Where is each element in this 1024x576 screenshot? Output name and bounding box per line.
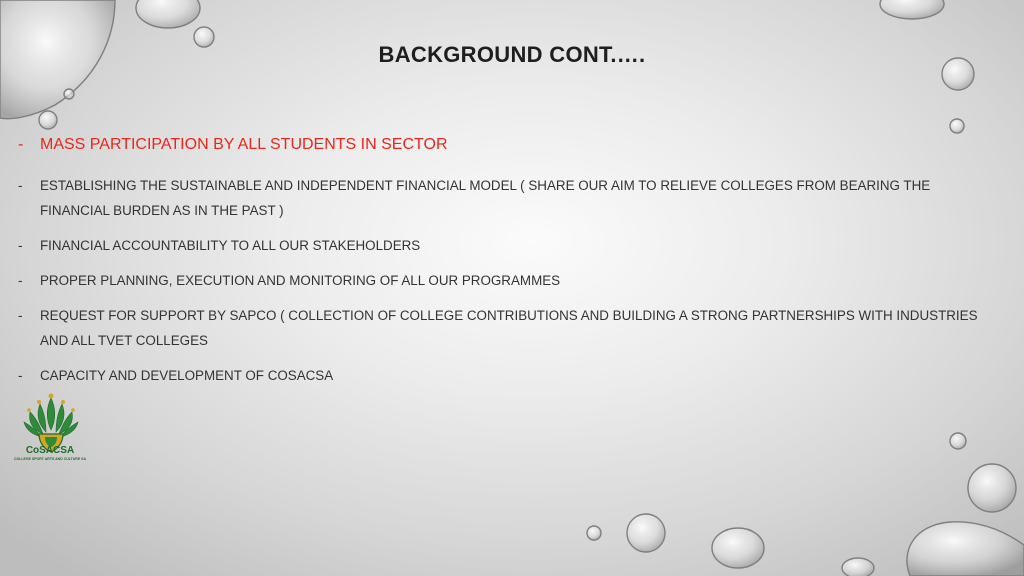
bullet-list: [18, 133, 978, 398]
droplet-bottom-right-4: [627, 514, 665, 552]
bullet-dash: -: [18, 273, 23, 288]
slide-title: BACKGROUND CONT.….: [378, 42, 646, 67]
bullet-text: REQUEST FOR SUPPORT BY SAPCO ( COLLECTION OF COLLEGE CONTRIBUTIONS AND BUILDING A STRONG PARTNERSHIPS WITH INDUSTRIES AND ALL TVET COLLEGES: [40, 308, 978, 348]
droplet-top-right-3: [950, 119, 964, 133]
droplet-top-left-4: [64, 89, 74, 99]
droplet-group-bottom-right: [587, 433, 1024, 576]
droplet-bottom-right-6: [712, 528, 764, 568]
droplet-bottom-right-1: [950, 433, 966, 449]
bullet-item: [18, 173, 978, 223]
bullet-dash: -: [18, 178, 23, 193]
bullet-text: CAPACITY AND DEVELOPMENT OF COSACSA: [40, 368, 334, 383]
droplet-top-right-1: [880, 0, 944, 19]
logo-name: CoSACSA: [25, 445, 75, 456]
droplet-bottom-right-7: [842, 558, 874, 576]
droplet-top-left-5: [39, 111, 57, 129]
bullet-dash: -: [18, 238, 23, 253]
cosacsa-logo-icon: [6, 388, 96, 468]
logo-tagline: COLLEGE SPORT ARTS AND CULTURE SA: [13, 457, 86, 461]
bullet-dash: -: [18, 136, 24, 153]
bullet-text: MASS PARTICIPATION BY ALL STUDENTS IN SECTOR: [40, 136, 448, 153]
droplet-bottom-right-5: [587, 526, 601, 540]
bullet-item: [18, 133, 978, 157]
bullet-item: [18, 233, 978, 258]
droplet-bottom-right-3: [907, 522, 1024, 576]
bullet-text: ESTABLISHING THE SUSTAINABLE AND INDEPENDENT FINANCIAL MODEL ( SHARE OUR AIM TO RELIEVE COLLEGES FROM BEARING THE FINANCIAL BURDEN AS IN THE PAST ): [40, 178, 931, 218]
bullet-item: [18, 303, 978, 353]
bullet-dash: -: [18, 308, 23, 323]
bullet-text: PROPER PLANNING, EXECUTION AND MONITORING OF ALL OUR PROGRAMMES: [40, 273, 561, 288]
bullet-item: [18, 268, 978, 293]
droplet-top-left-2: [136, 0, 200, 28]
bullet-text: FINANCIAL ACCOUNTABILITY TO ALL OUR STAKEHOLDERS: [40, 238, 421, 253]
bullet-dash: -: [18, 368, 23, 383]
droplet-bottom-right-2: [968, 464, 1016, 512]
bullet-item: [18, 363, 978, 388]
